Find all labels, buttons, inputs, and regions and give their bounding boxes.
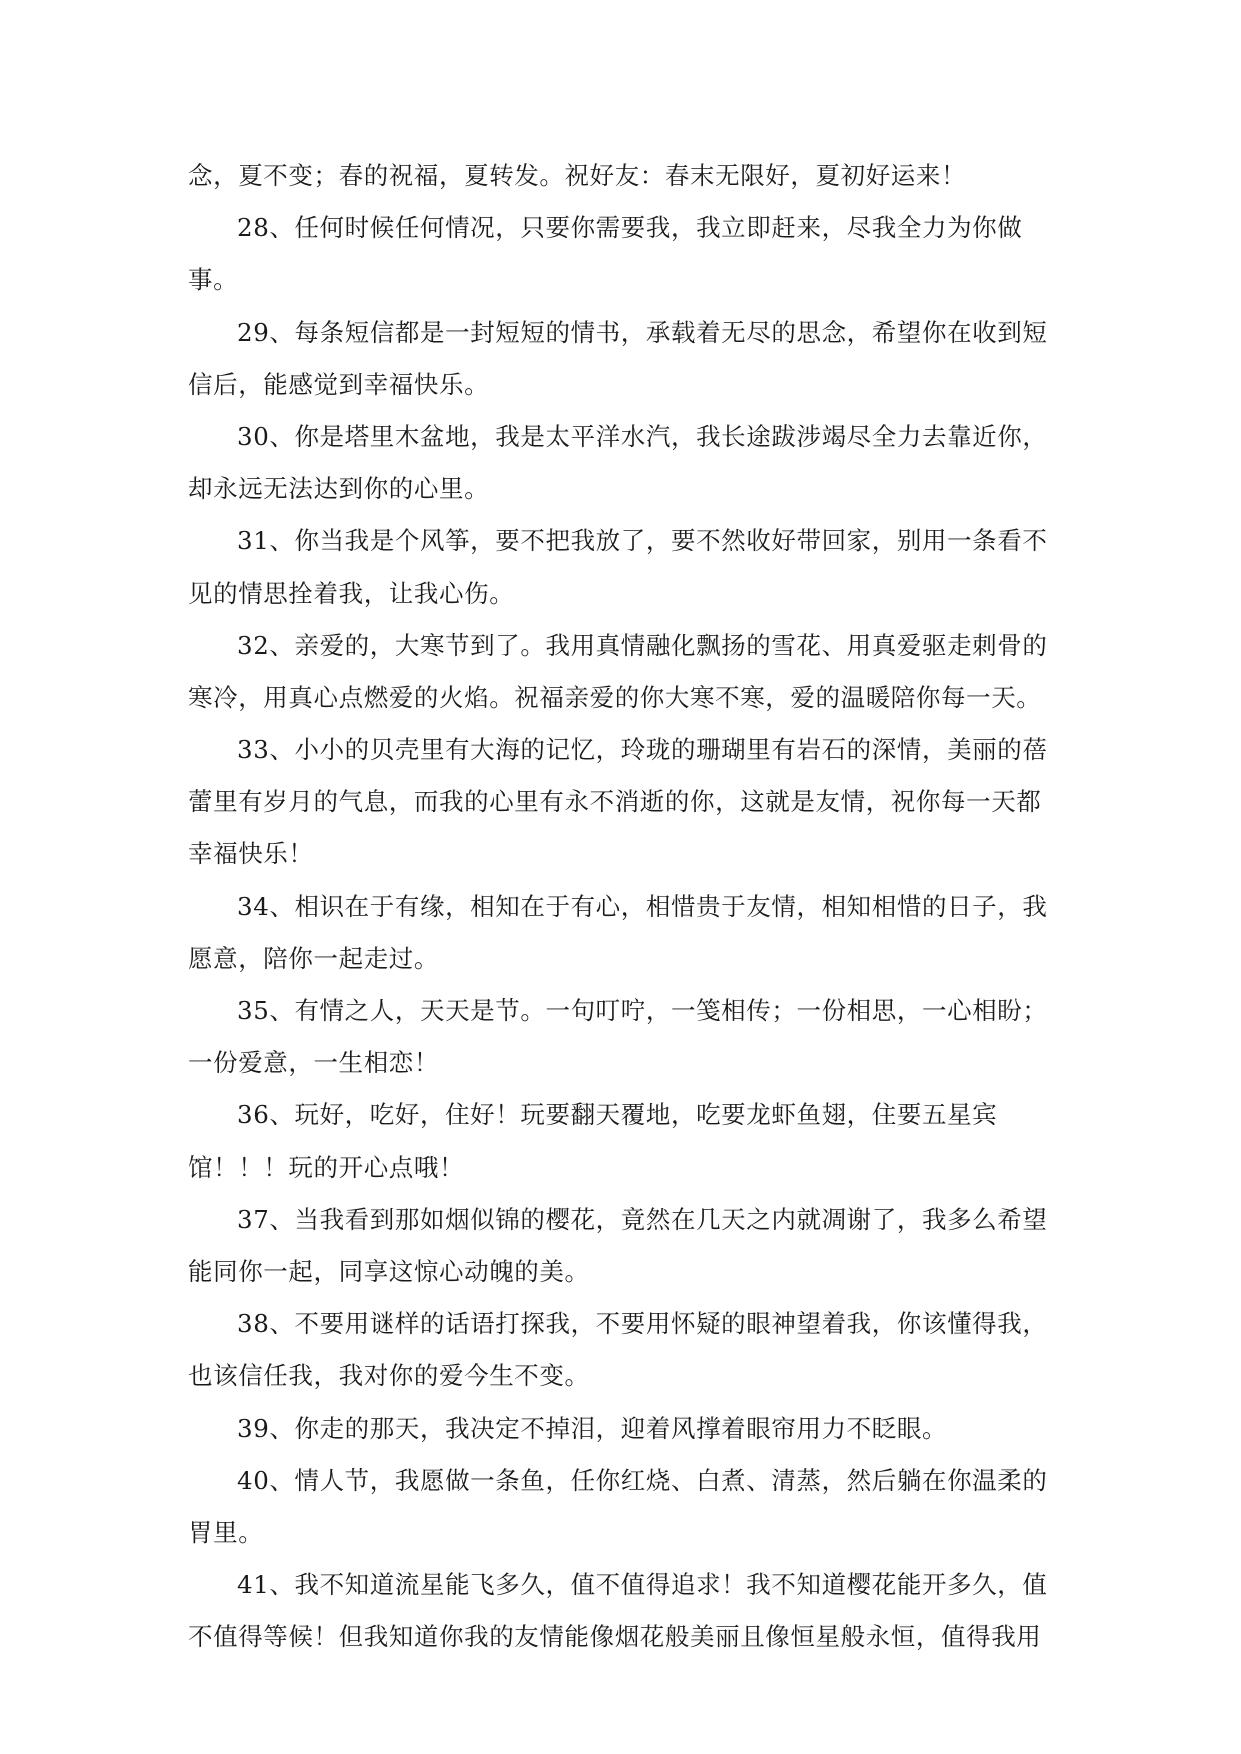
text-line: 却永远无法达到你的心里。 bbox=[188, 474, 490, 504]
text-line: 39、你走的那天，我决定不掉泪，迎着风撑着眼帘用力不眨眼。 bbox=[237, 1413, 948, 1443]
text-line: 29、每条短信都是一封短短的情书，承载着无尽的思念，希望你在收到短 bbox=[237, 317, 1048, 347]
text-line: 30、你是塔里木盆地，我是太平洋水汽，我长途跋涉竭尽全力去靠近你， bbox=[237, 421, 1048, 451]
text-line: 36、玩好，吃好，住好！玩要翻天覆地，吃要龙虾鱼翅，住要五星宾 bbox=[237, 1100, 998, 1130]
text-line: 一份爱意，一生相恋！ bbox=[188, 1048, 439, 1078]
text-line: 28、任何时候任何情况，只要你需要我，我立即赶来，尽我全力为你做 bbox=[237, 213, 1023, 243]
text-line: 蕾里有岁月的气息，而我的心里有永不消逝的你，这就是友情，祝你每一天都 bbox=[188, 787, 1042, 817]
text-line: 33、小小的贝壳里有大海的记忆，玲珑的珊瑚里有岩石的深情，美丽的蓓 bbox=[237, 735, 1048, 765]
text-line: 不值得等候！但我知道你我的友情能像烟花般美丽且像恒星般永恒，值得我用 bbox=[188, 1622, 1042, 1652]
text-line: 见的情思拴着我，让我心伤。 bbox=[188, 578, 515, 608]
text-line: 念，夏不变；春的祝福，夏转发。祝好友：春末无限好，夏初好运来！ bbox=[188, 161, 967, 190]
text-line: 34、相识在于有缘，相知在于有心，相惜贵于友情，相知相惜的日子，我 bbox=[237, 891, 1048, 921]
text-line: 35、有情之人，天天是节。一句叮咛，一笺相传；一份相思，一心相盼； bbox=[237, 996, 1048, 1025]
text-line: 寒冷，用真心点燃爱的火焰。祝福亲爱的你大寒不寒，爱的温暖陪你每一天。 bbox=[188, 682, 1042, 712]
text-line: 能同你一起，同享这惊心动魄的美。 bbox=[188, 1256, 590, 1286]
text-line: 胃里。 bbox=[188, 1517, 264, 1547]
text-line: 32、亲爱的，大寒节到了。我用真情融化飘扬的雪花、用真爱驱走刺骨的 bbox=[237, 630, 1048, 660]
text-line: 信后，能感觉到幸福快乐。 bbox=[188, 369, 490, 399]
text-line: 38、不要用谜样的话语打探我，不要用怀疑的眼神望着我，你该懂得我， bbox=[237, 1309, 1048, 1339]
text-line: 也该信任我，我对你的爱今生不变。 bbox=[188, 1361, 590, 1391]
text-line: 41、我不知道流星能飞多久，值不值得追求！我不知道樱花能开多久，值 bbox=[237, 1570, 1048, 1600]
text-line: 31、你当我是个风筝，要不把我放了，要不然收好带回家，别用一条看不 bbox=[237, 526, 1048, 556]
text-line: 愿意，陪你一起走过。 bbox=[188, 943, 439, 973]
document-body bbox=[188, 150, 1048, 1663]
text-line: 事。 bbox=[188, 265, 239, 295]
text-line: 馆！！！玩的开心点哦！ bbox=[188, 1152, 465, 1182]
text-line: 40、情人节，我愿做一条鱼，任你红烧、白煮、清蒸，然后躺在你温柔的 bbox=[237, 1465, 1048, 1495]
text-line: 幸福快乐！ bbox=[188, 839, 314, 869]
text-line: 37、当我看到那如烟似锦的樱花，竟然在几天之内就凋谢了，我多么希望 bbox=[237, 1204, 1048, 1234]
